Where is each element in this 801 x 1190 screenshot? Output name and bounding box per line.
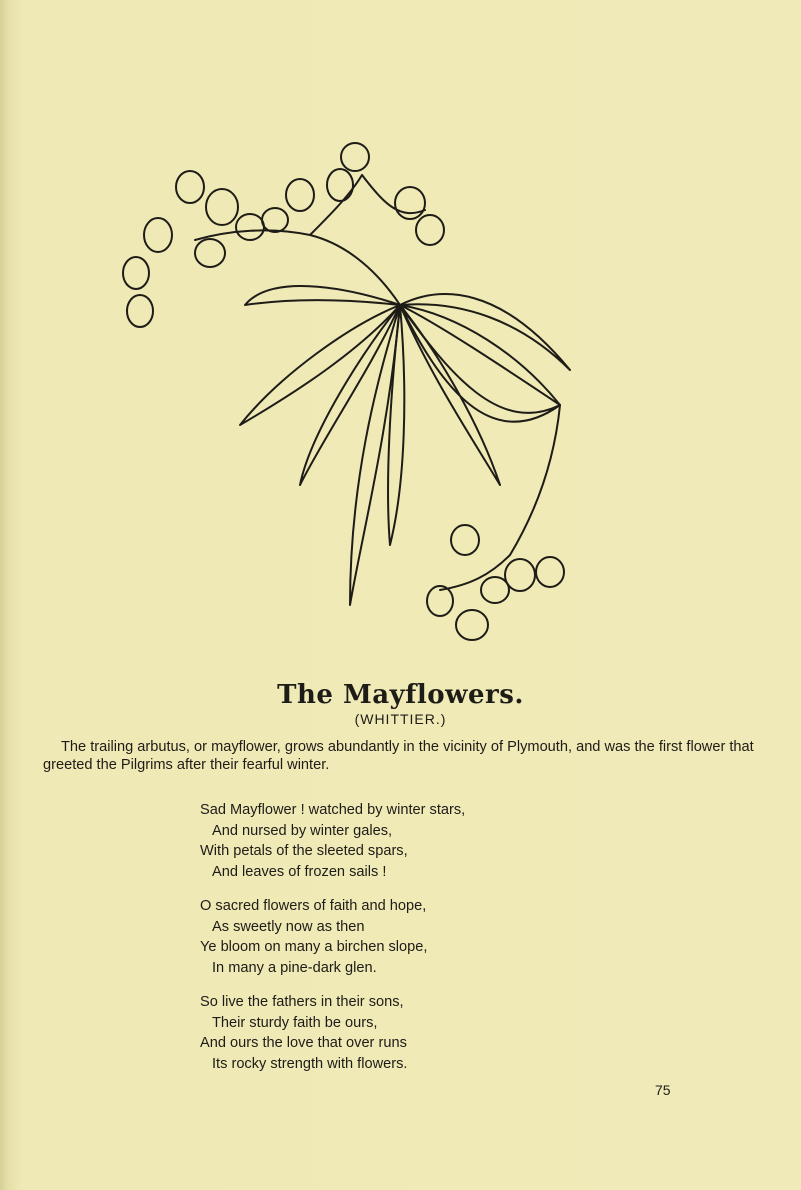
poem-line: Sad Mayflower ! watched by winter stars,	[200, 802, 466, 818]
poem-line: Their sturdy faith be ours,	[212, 1014, 378, 1031]
poem-line: Its rocky strength with flowers.	[212, 1055, 408, 1072]
poem-line: With petals of the sleeted spars,	[200, 843, 408, 859]
stanza-3	[200, 992, 620, 1074]
mayflower-illustration	[100, 135, 600, 655]
poem-line: And ours the love that over runs	[200, 1035, 407, 1051]
poem-body	[200, 800, 620, 1088]
poem-line: In many a pine-dark glen.	[212, 959, 377, 976]
stanza-2	[200, 896, 620, 978]
stanza-1	[200, 800, 620, 882]
poem-line: And nursed by winter gales,	[212, 822, 393, 839]
poem-title: The Mayflowers.	[277, 680, 524, 710]
intro-paragraph: The trailing arbutus, or mayflower, grows abundantly in the vicinity of Plymouth, and was the first flower that greeted the Pilgrims after their fearful winter.	[43, 739, 754, 773]
poem-line: And leaves of frozen sails !	[212, 863, 387, 880]
poem-line: As sweetly now as then	[212, 918, 365, 935]
poem-author: (WHITTIER.)	[354, 711, 447, 727]
poem-line: Ye bloom on many a birchen slope,	[200, 939, 428, 955]
poem-line: O sacred flowers of faith and hope,	[200, 898, 427, 914]
poem-line: So live the fathers in their sons,	[200, 994, 404, 1010]
page-number: 75	[655, 1082, 671, 1098]
